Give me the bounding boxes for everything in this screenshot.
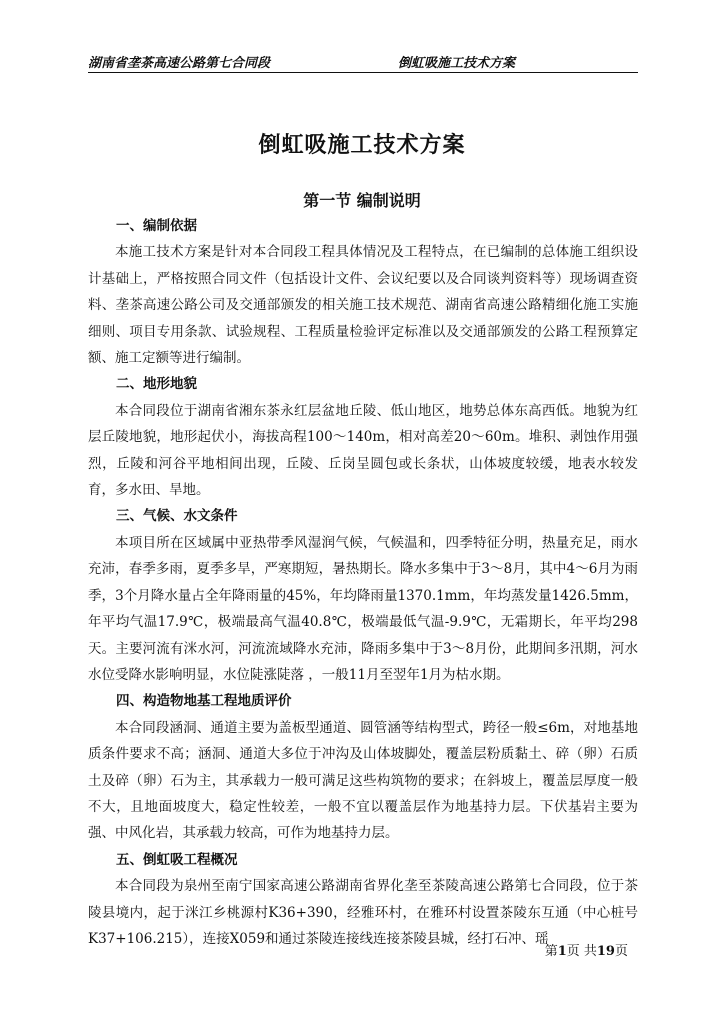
subsection-heading: 三、气候、水文条件 — [116, 508, 238, 525]
subsection-heading: 二、地形地貌 — [116, 376, 197, 393]
subsection-paragraph: 本合同段涵洞、通道主要为盖板型通道、圆管涵等结构型式，跨径一般≤6m，对地基地质条件要求不高；涵洞、通道大多位于冲沟及山体坡脚处，覆盖层粉质黏土、碎（卵）石质土及碎（卵）石为主，其承载力一般可满足这些构筑物的要求；在斜坡上，覆盖层厚度一般不大，且地面坡度大，稳定性较差，一般不宜以覆盖层作为地基持力层。下伏基岩主要为强、中风化岩，其承载力较高，可作为地基持力层。 — [88, 719, 638, 842]
footer-suffix: 页 — [614, 944, 628, 959]
document-title: 倒虹吸施工技术方案 — [258, 133, 466, 158]
subsection-paragraph: 本合同段位于湖南省湘东茶永红层盆地丘陵、低山地区，地势总体东高西低。地貌为红层丘陵地貌，地形起伏小，海拔高程100～140m，相对高差20～60m。堆积、剥蚀作用强烈，丘陵和河谷平地相间出现，丘陵、丘岗呈圆包或长条状，山体坡度较缓，地表水较发育，多水田、旱地。 — [88, 402, 638, 499]
subsection-compilation-basis — [88, 213, 638, 371]
subsection-climate-hydrology — [88, 503, 638, 688]
subsection-paragraph: 本施工技术方案是针对本合同段工程具体情况及工程特点，在已编制的总体施工组织设计基础上，严格按照合同文件（包括设计文件、会议纪要以及合同谈判资料等）现场调查资料、垄茶高速公路公司及交通部颁发的相关施工技术规范、湖南省高速公路精细化施工实施细则、项目专用条款、试验规程、工程质量检验评定标准以及交通部颁发的公路工程预算定额、施工定额等进行编制。 — [88, 244, 638, 367]
header-document-name: 倒虹吸施工技术方案 — [398, 56, 516, 71]
footer-middle: 页 共 — [566, 944, 597, 959]
subsection-siphon-overview — [88, 847, 638, 953]
header-project-name: 湖南省垄茶高速公路第七合同段 — [88, 56, 271, 71]
page-footer — [0, 940, 628, 959]
subsection-terrain — [88, 371, 638, 503]
current-page-number: 1 — [557, 944, 567, 959]
header-divider — [88, 72, 638, 73]
page-header — [88, 50, 638, 72]
subsection-heading: 一、编制依据 — [116, 218, 197, 234]
section-title: 第一节 编制说明 — [303, 191, 421, 210]
subsection-paragraph: 本合同段为泉州至南宁国家高速公路湖南省界化垄至茶陵高速公路第七合同段，位于茶陵县境内，起于洣江乡桃源村K36+390，经雅环村，在雅环村设置茶陵东互通（中心桩号K37+106.215），连接X059和通过茶陵连接线连接茶陵县城，经打石冲、瑶 — [88, 878, 638, 947]
total-page-count: 19 — [596, 944, 615, 959]
subsection-heading: 四、构造物地基工程地质评价 — [116, 693, 292, 710]
subsection-heading: 五、倒虹吸工程概况 — [116, 851, 238, 868]
document-body — [88, 213, 638, 952]
subsection-paragraph: 本项目所在区域属中亚热带季风湿润气候，气候温和，四季特征分明，热量充足，雨水充沛，春季多雨，夏季多旱，严寒期短，暑热期长。降水多集中于3～8月，其中4～6月为雨季，3个月降水量占全年降雨量的45%，年均降雨量1370.1mm，年均蒸发量1426.5mm，年平均气温17.9℃，极端最高气温40.8℃，极端最低气温-9.9℃，无霜期长，年平均298天。主要河流有洣水河，河流流域降水充沛，降雨多集中于3～8月份，此期间多汛期，河水水位受降水影响明显，水位陡涨陡落 ，一般11月至翌年1月为枯水期。 — [88, 534, 638, 683]
subsection-foundation-geology — [88, 688, 638, 846]
footer-prefix: 第 — [544, 944, 558, 959]
